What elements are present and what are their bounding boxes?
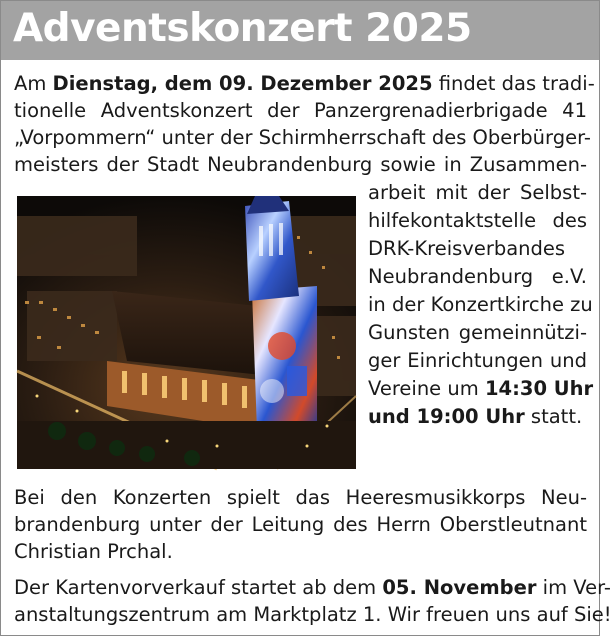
para1-text: statt. — [524, 405, 583, 428]
and-text: und — [368, 405, 417, 428]
para1-side-line-4: Neubrandenburg e.V. — [368, 265, 587, 288]
concert-time-1: 14:30 Uhr — [484, 377, 594, 400]
para2-line-3: Christian Prchal. — [14, 540, 173, 563]
church-photo-icon — [17, 196, 356, 469]
para1-side-line-5: in der Konzertkirche zu — [368, 293, 593, 316]
para1-side-line-3: DRK-Kreisverbandes — [368, 237, 566, 260]
para1-side-line-1: arbeit mit der Selbst- — [368, 181, 587, 204]
para3-line-2: anstaltungszentrum am Marktplatz 1. Wir freuen uns auf Sie! — [14, 603, 612, 626]
para1-line-2: tionelle Adventskonzert der Panzergrenadierbrigade 41 — [14, 99, 587, 122]
presale-date: 05. November — [382, 576, 537, 599]
para1-text: Vereine um — [368, 377, 485, 400]
para3-line-1 — [14, 575, 611, 602]
concert-date: Dienstag, dem 09. Dezember 2025 — [52, 72, 433, 95]
para1-line-4: meisters der Stadt Neubrandenburg sowie in Zusammen- — [14, 153, 587, 176]
para1-side-line-9 — [368, 403, 587, 432]
para3-text: Der Kartenvorverkauf startet ab dem — [14, 576, 383, 599]
para1-side-line-8 — [368, 375, 594, 404]
para2-line-1: Bei den Konzerten spielt das Heeresmusikkorps Neu- — [14, 486, 587, 509]
para1-line-3: „Vorpommern“ unter der Schirmherrschaft des Oberbürger- — [14, 126, 591, 149]
page-title: Adventskonzert 2025 — [13, 6, 472, 51]
para2-line-2: brandenburg unter der Leitung des Herrn Oberstleutnant — [14, 513, 587, 536]
para1-text: Am — [14, 72, 53, 95]
para1-side-line-7: ger Einrichtungen und — [368, 349, 587, 372]
para1-text: findet das tradi- — [432, 72, 595, 95]
concert-time-2: 19:00 Uhr — [416, 405, 525, 428]
para1-line-1 — [14, 71, 595, 98]
header-bar — [1, 1, 599, 60]
para1-side-line-6: Gunsten gemeinnützi- — [368, 321, 587, 344]
para3-text: im Ver- — [536, 576, 611, 599]
para1-side-line-2: hilfekontaktstelle des — [368, 209, 587, 232]
